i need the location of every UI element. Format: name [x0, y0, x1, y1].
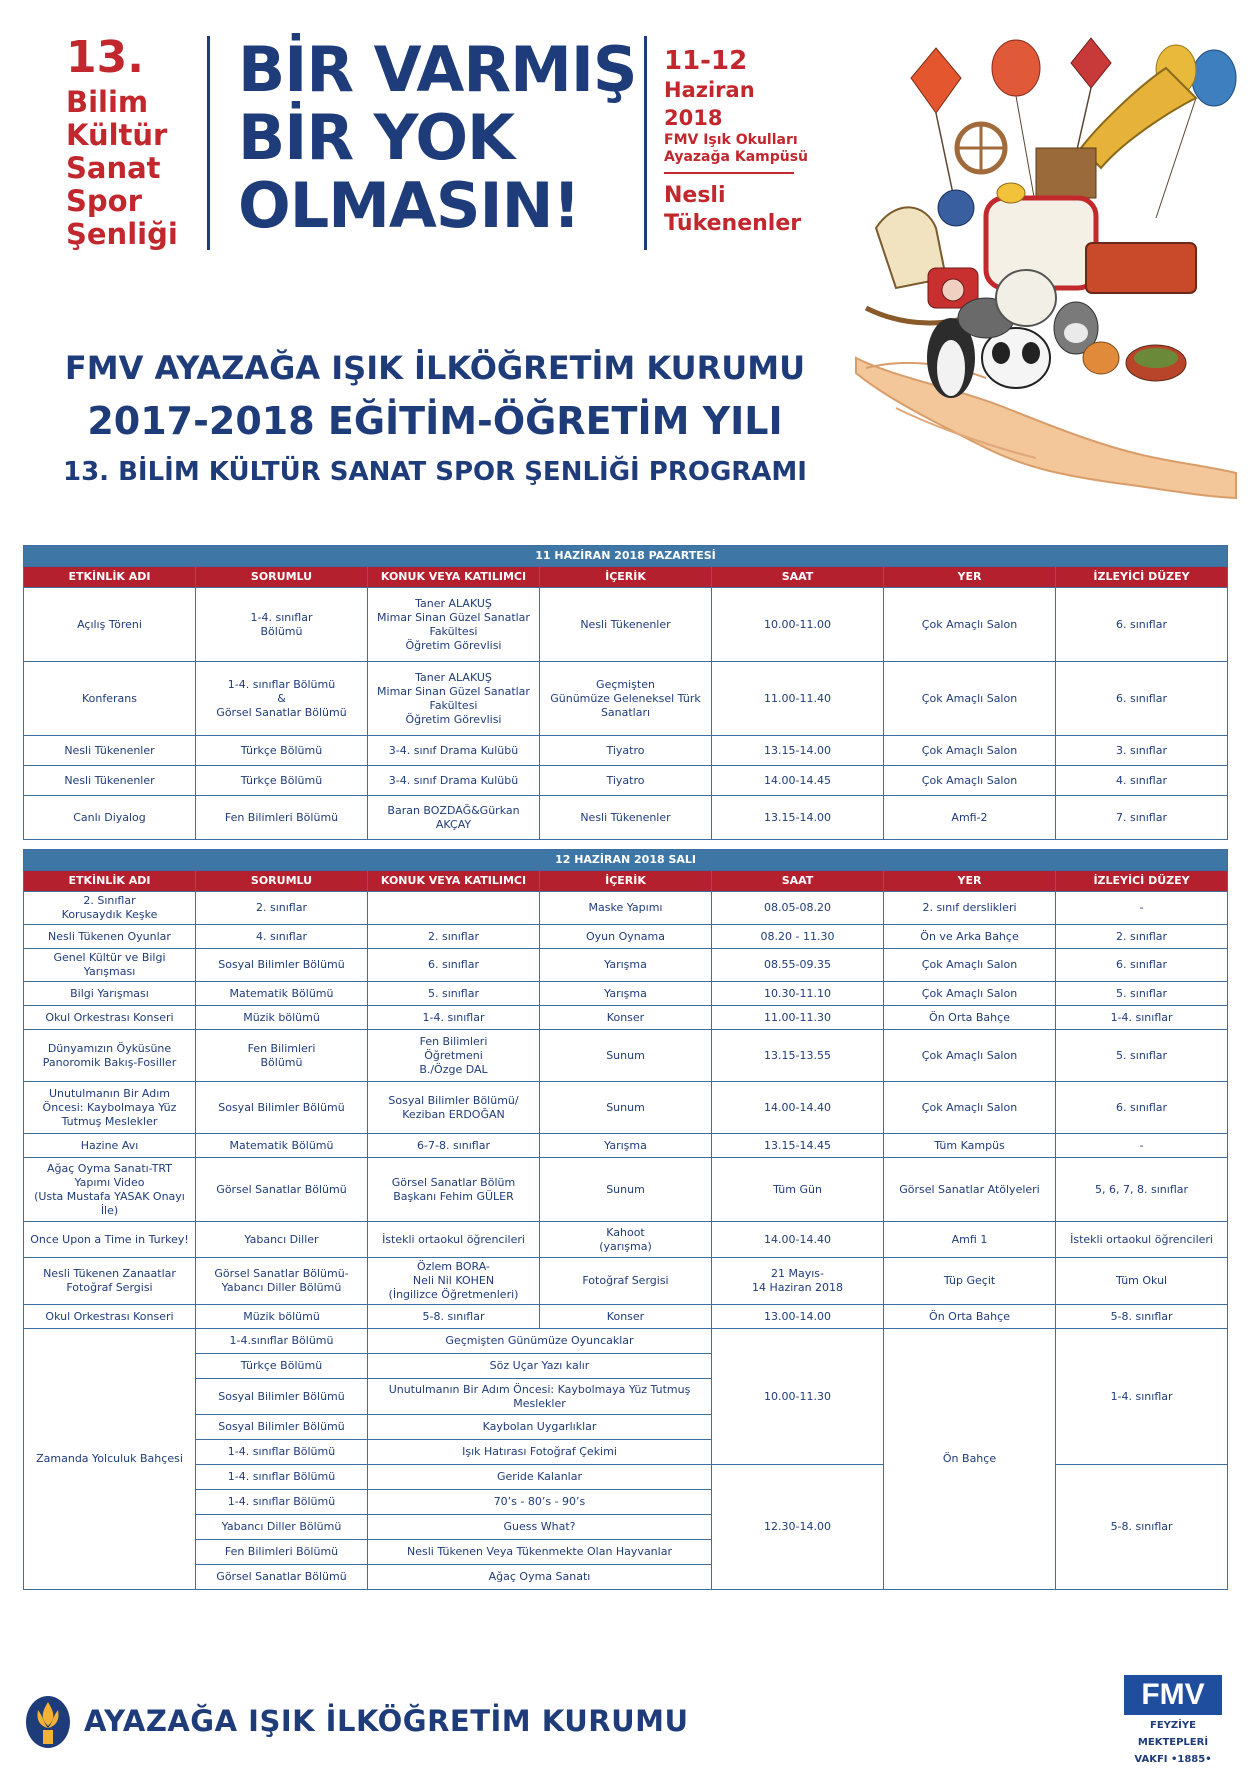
- cell-garden-activity: Guess What?: [368, 1515, 712, 1540]
- cell-responsible: Türkçe Bölümü: [196, 1354, 368, 1379]
- cell-guest: Taner ALAKUŞ Mimar Sinan Güzel Sanatlar Fakültesi Öğretim Görevlisi: [368, 662, 540, 736]
- cell-time: 11.00-11.30: [712, 1006, 884, 1030]
- cell-time: 11.00-11.40: [712, 662, 884, 736]
- cell-garden-activity: Unutulmanın Bir Adım Öncesi: Kaybolmaya Yüz Tutmuş Meslekler: [368, 1379, 712, 1415]
- cell-responsible: Fen Bilimleri Bölümü: [196, 1030, 368, 1082]
- hand-with-objects-illustration: [836, 28, 1240, 528]
- cell-responsible: Matematik Bölümü: [196, 982, 368, 1006]
- cell-guest: 6. sınıflar: [368, 949, 540, 982]
- cell-place: Ön Bahçe: [884, 1329, 1056, 1590]
- event-info-divider: [664, 172, 794, 174]
- cell-audience: 1-4. sınıflar: [1056, 1006, 1228, 1030]
- cell-guest: Fen Bilimleri Öğretmeni B./Özge DAL: [368, 1030, 540, 1082]
- schedule-day-2-table: [23, 849, 1228, 1590]
- cell-time: 10.00-11.00: [712, 588, 884, 662]
- cell-place: Çok Amaçlı Salon: [884, 1082, 1056, 1134]
- cell-time: 08.55-09.35: [712, 949, 884, 982]
- cell-time: Tüm Gün: [712, 1158, 884, 1222]
- cell-responsible: Matematik Bölümü: [196, 1134, 368, 1158]
- main-slogan: [238, 33, 638, 242]
- garden-row: [24, 1329, 1228, 1354]
- schedule-row: [24, 982, 1228, 1006]
- cell-guest: 3-4. sınıf Drama Kulübü: [368, 736, 540, 766]
- cell-activity-name: Nesli Tükenen Oyunlar: [24, 925, 196, 949]
- header-divider-left: [207, 36, 210, 250]
- event-info: [664, 46, 814, 238]
- cell-content: Sunum: [540, 1030, 712, 1082]
- schedule-row: [24, 662, 1228, 736]
- cell-audience: -: [1056, 892, 1228, 925]
- schedule-row: [24, 1305, 1228, 1329]
- festival-word-2: Kültür: [66, 118, 168, 152]
- col-duzey: İZLEYİCİ DÜZEY: [1056, 567, 1228, 588]
- schedule-row: [24, 1006, 1228, 1030]
- col-icerik: İÇERİK: [540, 567, 712, 588]
- fmv-logo-mark: FMV: [1124, 1675, 1222, 1715]
- cell-guest: [368, 892, 540, 925]
- cell-garden-activity: Nesli Tükenen Veya Tükenmekte Olan Hayvanlar: [368, 1540, 712, 1565]
- cell-audience: 2. sınıflar: [1056, 925, 1228, 949]
- event-place-1: FMV Işık Okulları: [664, 132, 798, 148]
- schedule-row: [24, 766, 1228, 796]
- program-titles: [40, 344, 830, 494]
- schedule-row: [24, 892, 1228, 925]
- event-month-year: Haziran 2018: [664, 78, 755, 130]
- festival-number: 13.: [66, 32, 144, 83]
- cell-content: Kahoot (yarışma): [540, 1222, 712, 1258]
- cell-guest: Özlem BORA- Neli Nil KOHEN (İngilizce Öğretmenleri): [368, 1258, 540, 1305]
- cell-content: Nesli Tükenenler: [540, 796, 712, 840]
- cell-activity-name: Açılış Töreni: [24, 588, 196, 662]
- footer-school-name: AYAZAĞA IŞIK İLKÖĞRETİM KURUMU: [84, 1704, 689, 1738]
- cell-audience: 7. sınıflar: [1056, 796, 1228, 840]
- cell-content: Yarışma: [540, 1134, 712, 1158]
- cell-audience: 4. sınıflar: [1056, 766, 1228, 796]
- cell-content: Yarışma: [540, 982, 712, 1006]
- schedule-row: [24, 1082, 1228, 1134]
- cell-garden-activity: Geçmişten Günümüze Oyuncaklar: [368, 1329, 712, 1354]
- cell-time: 14.00-14.40: [712, 1222, 884, 1258]
- cell-audience: 5-8. sınıflar: [1056, 1465, 1228, 1590]
- cell-garden-activity: Ağaç Oyma Sanatı: [368, 1565, 712, 1590]
- cell-time: 08.05-08.20: [712, 892, 884, 925]
- schedule-day-1-table: [23, 545, 1228, 840]
- col-saat: SAAT: [712, 567, 884, 588]
- cell-place: 2. sınıf derslikleri: [884, 892, 1056, 925]
- cell-time: 14.00-14.45: [712, 766, 884, 796]
- cell-activity-name: Nesli Tükenen Zanaatlar Fotoğraf Sergisi: [24, 1258, 196, 1305]
- cell-audience: 3. sınıflar: [1056, 736, 1228, 766]
- cell-place: Ön Orta Bahçe: [884, 1006, 1056, 1030]
- festival-word-1: Bilim: [66, 85, 149, 119]
- cell-place: Ön ve Arka Bahçe: [884, 925, 1056, 949]
- schedule-row: [24, 796, 1228, 840]
- cell-guest: 5-8. sınıflar: [368, 1305, 540, 1329]
- cell-garden-activity: 70’s - 80’s - 90’s: [368, 1490, 712, 1515]
- cell-responsible: Türkçe Bölümü: [196, 766, 368, 796]
- cell-responsible: 1-4. sınıflar Bölümü: [196, 588, 368, 662]
- cell-audience: 6. sınıflar: [1056, 588, 1228, 662]
- cell-content: Konser: [540, 1006, 712, 1030]
- cell-activity-name: Hazine Avı: [24, 1134, 196, 1158]
- cell-time: 13.15-14.45: [712, 1134, 884, 1158]
- cell-place: Tüm Kampüs: [884, 1134, 1056, 1158]
- cell-place: Çok Amaçlı Salon: [884, 1030, 1056, 1082]
- cell-audience: -: [1056, 1134, 1228, 1158]
- header-divider-right: [644, 36, 647, 250]
- cell-place: Çok Amaçlı Salon: [884, 662, 1056, 736]
- cell-audience: 6. sınıflar: [1056, 949, 1228, 982]
- cell-place: Çok Amaçlı Salon: [884, 736, 1056, 766]
- cell-responsible: 1-4. sınıflar Bölümü: [196, 1490, 368, 1515]
- cell-place: Çok Amaçlı Salon: [884, 588, 1056, 662]
- fmv-logo: [1124, 1675, 1222, 1766]
- col-yer: YER: [884, 871, 1056, 892]
- cell-audience: İstekli ortaokul öğrencileri: [1056, 1222, 1228, 1258]
- schedule-row: [24, 1222, 1228, 1258]
- cell-activity-name: 2. Sınıflar Korusaydık Keşke: [24, 892, 196, 925]
- institution-title: FMV AYAZAĞA IŞIK İLKÖĞRETİM KURUMU: [64, 349, 806, 387]
- cell-responsible: 1-4. sınıflar Bölümü: [196, 1465, 368, 1490]
- cell-responsible: Müzik bölümü: [196, 1305, 368, 1329]
- school-torch-logo-icon: [24, 1696, 72, 1752]
- cell-responsible: Görsel Sanatlar Bölümü- Yabancı Diller Bölümü: [196, 1258, 368, 1305]
- festival-word-5: Şenliği: [66, 217, 178, 251]
- cell-content: Nesli Tükenenler: [540, 588, 712, 662]
- cell-guest: İstekli ortaokul öğrencileri: [368, 1222, 540, 1258]
- col-sorumlu: SORUMLU: [196, 871, 368, 892]
- cell-place: Çok Amaçlı Salon: [884, 982, 1056, 1006]
- col-yer: YER: [884, 567, 1056, 588]
- cell-place: Çok Amaçlı Salon: [884, 949, 1056, 982]
- cell-garden-activity: Geride Kalanlar: [368, 1465, 712, 1490]
- cell-guest: 1-4. sınıflar: [368, 1006, 540, 1030]
- cell-time: 10.30-11.10: [712, 982, 884, 1006]
- festival-label: [66, 32, 206, 251]
- cell-audience: 5, 6, 7, 8. sınıflar: [1056, 1158, 1228, 1222]
- cell-audience: 1-4. sınıflar: [1056, 1329, 1228, 1465]
- cell-responsible: Yabancı Diller: [196, 1222, 368, 1258]
- cell-time: 08.20 - 11.30: [712, 925, 884, 949]
- schedule-row: [24, 1134, 1228, 1158]
- cell-place: Çok Amaçlı Salon: [884, 766, 1056, 796]
- day-2-rows: [24, 892, 1228, 1329]
- cell-responsible: 4. sınıflar: [196, 925, 368, 949]
- day-1-title: 11 HAZİRAN 2018 PAZARTESİ: [24, 546, 1228, 567]
- cell-activity-name: Nesli Tükenenler: [24, 736, 196, 766]
- cell-responsible: Fen Bilimleri Bölümü: [196, 1540, 368, 1565]
- schedule-row: [24, 949, 1228, 982]
- festival-word-4: Spor: [66, 184, 142, 218]
- col-konuk: KONUK VEYA KATILIMCI: [368, 567, 540, 588]
- cell-audience: 6. sınıflar: [1056, 662, 1228, 736]
- schedule-row: [24, 1258, 1228, 1305]
- col-saat: SAAT: [712, 871, 884, 892]
- cell-responsible: Görsel Sanatlar Bölümü: [196, 1565, 368, 1590]
- cell-activity-name: Dünyamızın Öyküsüne Panoromik Bakış-Fosiller: [24, 1030, 196, 1082]
- cell-activity-name: Konferans: [24, 662, 196, 736]
- cell-responsible: Yabancı Diller Bölümü: [196, 1515, 368, 1540]
- cell-content: Tiyatro: [540, 736, 712, 766]
- cell-guest: Sosyal Bilimler Bölümü/ Keziban ERDOĞAN: [368, 1082, 540, 1134]
- cell-time: 13.00-14.00: [712, 1305, 884, 1329]
- cell-guest: 3-4. sınıf Drama Kulübü: [368, 766, 540, 796]
- schedule-row: [24, 925, 1228, 949]
- cell-place: Ön Orta Bahçe: [884, 1305, 1056, 1329]
- cell-garden-activity: Kaybolan Uygarlıklar: [368, 1415, 712, 1440]
- cell-responsible: 1-4. sınıflar Bölümü & Görsel Sanatlar Bölümü: [196, 662, 368, 736]
- cell-time: 21 Mayıs- 14 Haziran 2018: [712, 1258, 884, 1305]
- cell-time: 12.30-14.00: [712, 1465, 884, 1590]
- col-icerik: İÇERİK: [540, 871, 712, 892]
- cell-place: Amfi-2: [884, 796, 1056, 840]
- cell-audience: Tüm Okul: [1056, 1258, 1228, 1305]
- festival-word-3: Sanat: [66, 151, 161, 185]
- col-duzey: İZLEYİCİ DÜZEY: [1056, 871, 1228, 892]
- cell-content: Maske Yapımı: [540, 892, 712, 925]
- slogan-line-3: OLMASIN!: [238, 169, 580, 242]
- cell-audience: 5-8. sınıflar: [1056, 1305, 1228, 1329]
- cell-responsible: 1-4. sınıflar Bölümü: [196, 1440, 368, 1465]
- garden-rows: [24, 1329, 1228, 1590]
- cell-time: 13.15-14.00: [712, 736, 884, 766]
- cell-activity-name: Okul Orkestrası Konseri: [24, 1305, 196, 1329]
- cell-time: 13.15-14.00: [712, 796, 884, 840]
- cell-activity-name: Genel Kültür ve Bilgi Yarışması: [24, 949, 196, 982]
- cell-time: 14.00-14.40: [712, 1082, 884, 1134]
- schedule-row: [24, 736, 1228, 766]
- cell-guest: Görsel Sanatlar Bölüm Başkanı Fehim GÜLER: [368, 1158, 540, 1222]
- cell-responsible: 2. sınıflar: [196, 892, 368, 925]
- cell-guest: 6-7-8. sınıflar: [368, 1134, 540, 1158]
- event-theme-2: Tükenenler: [664, 211, 802, 236]
- fmv-sub-2: MEKTEPLERİ: [1137, 1737, 1209, 1748]
- cell-activity-name: Canlı Diyalog: [24, 796, 196, 840]
- event-theme-1: Nesli: [664, 183, 726, 208]
- cell-guest: Taner ALAKUŞ Mimar Sinan Güzel Sanatlar Fakültesi Öğretim Görevlisi: [368, 588, 540, 662]
- col-etkinlik: ETKİNLİK ADI: [24, 871, 196, 892]
- cell-place: Amfi 1: [884, 1222, 1056, 1258]
- cell-time: 10.00-11.30: [712, 1329, 884, 1465]
- cell-audience: 5. sınıflar: [1056, 1030, 1228, 1082]
- slogan-line-1: BİR VARMIŞ: [238, 33, 637, 106]
- event-place-2: Ayazağa Kampüsü: [664, 149, 809, 165]
- cell-activity-name: Nesli Tükenenler: [24, 766, 196, 796]
- cell-guest: 2. sınıflar: [368, 925, 540, 949]
- cell-activity-name: Unutulmanın Bir Adım Öncesi: Kaybolmaya Yüz Tutmuş Meslekler: [24, 1082, 196, 1134]
- cell-content: Konser: [540, 1305, 712, 1329]
- cell-content: Yarışma: [540, 949, 712, 982]
- col-konuk: KONUK VEYA KATILIMCI: [368, 871, 540, 892]
- cell-activity-name: Ağaç Oyma Sanatı-TRT Yapımı Video (Usta Mustafa YASAK Onayı İle): [24, 1158, 196, 1222]
- cell-content: Oyun Oynama: [540, 925, 712, 949]
- cell-responsible: 1-4.sınıflar Bölümü: [196, 1329, 368, 1354]
- cell-audience: 5. sınıflar: [1056, 982, 1228, 1006]
- schedule-row: [24, 1158, 1228, 1222]
- fmv-sub-3: VAKFI •1885•: [1134, 1754, 1212, 1765]
- cell-place: Tüp Geçit: [884, 1258, 1056, 1305]
- slogan-line-2: BİR YOK: [238, 101, 515, 174]
- cell-responsible: Müzik bölümü: [196, 1006, 368, 1030]
- col-sorumlu: SORUMLU: [196, 567, 368, 588]
- cell-content: Geçmişten Günümüze Geleneksel Türk Sanatları: [540, 662, 712, 736]
- day-1-rows: [24, 588, 1228, 840]
- cell-guest: 5. sınıflar: [368, 982, 540, 1006]
- cell-garden-activity: Işık Hatırası Fotoğraf Çekimi: [368, 1440, 712, 1465]
- cell-responsible: Sosyal Bilimler Bölümü: [196, 1082, 368, 1134]
- cell-garden-activity: Söz Uçar Yazı kalır: [368, 1354, 712, 1379]
- event-dates: 11-12: [664, 46, 748, 76]
- cell-activity-name: Once Upon a Time in Turkey!: [24, 1222, 196, 1258]
- program-title: 13. BİLİM KÜLTÜR SANAT SPOR ŞENLİĞİ PROGRAMI: [63, 457, 807, 487]
- cell-guest: Baran BOZDAĞ&Gürkan AKÇAY: [368, 796, 540, 840]
- cell-place: Görsel Sanatlar Atölyeleri: [884, 1158, 1056, 1222]
- cell-responsible: Fen Bilimleri Bölümü: [196, 796, 368, 840]
- cell-content: Sunum: [540, 1158, 712, 1222]
- cell-content: Sunum: [540, 1082, 712, 1134]
- day-2-title: 12 HAZİRAN 2018 SALI: [24, 850, 1228, 871]
- cell-responsible: Görsel Sanatlar Bölümü: [196, 1158, 368, 1222]
- cell-activity-name: Okul Orkestrası Konseri: [24, 1006, 196, 1030]
- schedule-row: [24, 588, 1228, 662]
- cell-responsible: Sosyal Bilimler Bölümü: [196, 1415, 368, 1440]
- cell-time: 13.15-13.55: [712, 1030, 884, 1082]
- cell-responsible: Türkçe Bölümü: [196, 736, 368, 766]
- fmv-sub-1: FEYZİYE: [1150, 1720, 1196, 1731]
- cell-activity-name: Zamanda Yolculuk Bahçesi: [24, 1329, 196, 1590]
- cell-activity-name: Bilgi Yarışması: [24, 982, 196, 1006]
- cell-responsible: Sosyal Bilimler Bölümü: [196, 949, 368, 982]
- cell-audience: 6. sınıflar: [1056, 1082, 1228, 1134]
- academic-year-title: 2017-2018 EĞİTİM-ÖĞRETİM YILI: [87, 399, 783, 443]
- cell-content: Fotoğraf Sergisi: [540, 1258, 712, 1305]
- cell-responsible: Sosyal Bilimler Bölümü: [196, 1379, 368, 1415]
- cell-content: Tiyatro: [540, 766, 712, 796]
- col-etkinlik: ETKİNLİK ADI: [24, 567, 196, 588]
- schedule-row: [24, 1030, 1228, 1082]
